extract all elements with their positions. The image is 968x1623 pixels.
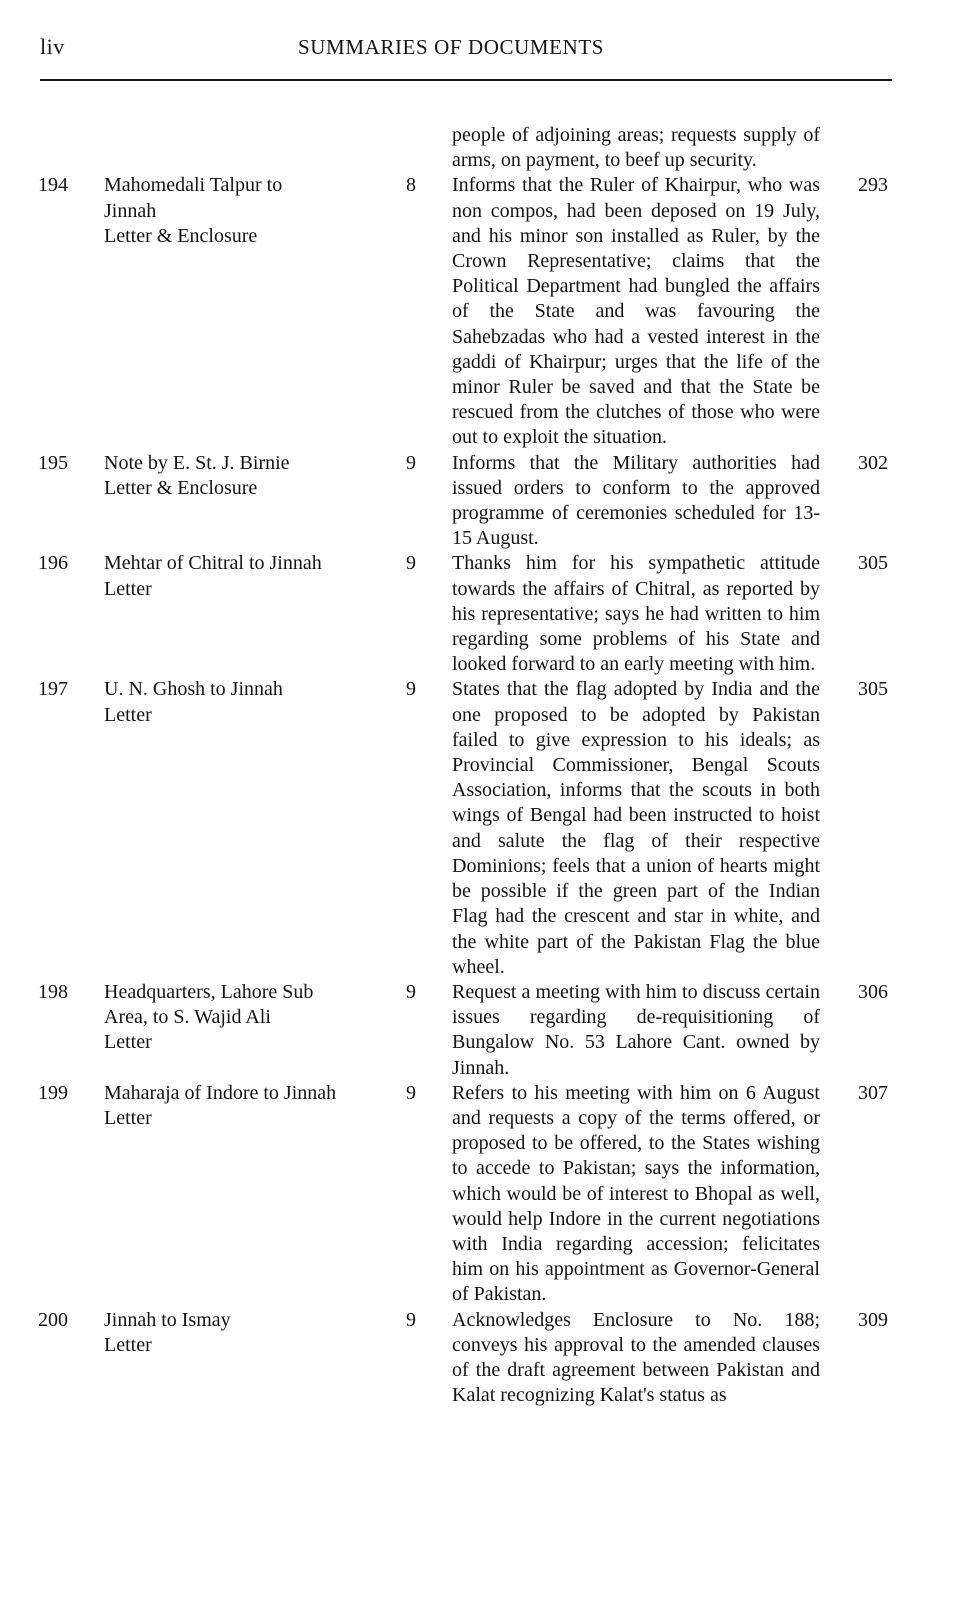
entry-number: 194 — [38, 174, 68, 197]
entry-date: 9 — [406, 1081, 416, 1104]
entry-page: 293 — [858, 174, 888, 197]
entry-title-line: Jinnah — [104, 199, 157, 222]
entry-row — [0, 677, 968, 979]
entry-summary: people of adjoining areas; requests supply of arms, on payment, to beef up security. — [452, 124, 820, 172]
entry-page: 302 — [858, 451, 888, 474]
summaries-list — [0, 123, 968, 1408]
entry-title-line: Mehtar of Chitral to Jinnah — [104, 552, 322, 575]
entry-date: 9 — [406, 1308, 416, 1331]
entry-number: 198 — [38, 980, 68, 1003]
entry-number: 196 — [38, 552, 68, 575]
continued-entry — [0, 123, 968, 173]
entry-row — [0, 980, 968, 1081]
entry-title-line: Headquarters, Lahore Sub — [104, 980, 314, 1003]
entry-title-line: Letter & Enclosure — [104, 476, 258, 499]
entry-title — [104, 980, 384, 1056]
entry-summary: Request a meeting with him to discuss certain issues regarding de-requisitioning of Bungalow No. 53 Lahore Cant. owned by Jinnah. — [452, 980, 820, 1079]
entry-title-line: Mahomedali Talpur to — [104, 174, 283, 197]
entry-summary: Refers to his meeting with him on 6 August and requests a copy of the terms offered, or proposed to be offered, to the States wishing to accede to Pakistan; says the information, which would be of interest to Bhopal as well, would help Indore in the current negotiations with India regarding accession; felicitates him on his appointment as Governor-General of Pakistan. — [452, 1081, 820, 1306]
entry-title — [104, 451, 384, 501]
entry-row — [0, 551, 968, 677]
entry-date: 8 — [406, 174, 416, 197]
entry-title-line: Maharaja of Indore to Jinnah — [104, 1081, 337, 1104]
entry-date: 9 — [406, 980, 416, 1003]
entry-title-line: Note by E. St. J. Birnie — [104, 451, 290, 474]
entry-page: 305 — [858, 678, 888, 701]
page-header — [40, 34, 890, 64]
running-title: SUMMARIES OF DOCUMENTS — [298, 35, 605, 59]
entry-title-line: U. N. Ghosh to Jinnah — [104, 678, 283, 701]
entry-summary: Informs that the Ruler of Khairpur, who was non compos, had been deposed on 19 July, and his minor son installed as Ruler, by the Crown Representative; claims that the Political Department had bungled the affairs of the State and was favouring the Sahebzadas who had a vested interest in the gaddi of Khairpur; urges that the life of the minor Ruler be saved and that the State be rescued from the clutches of those who were out to exploit the situation. — [452, 174, 820, 449]
entry-page: 306 — [858, 980, 888, 1003]
page-number: liv — [40, 34, 65, 59]
entry-title-line: Letter — [104, 577, 152, 600]
entry-page: 307 — [858, 1081, 888, 1104]
entry-date: 9 — [406, 678, 416, 701]
entry-row — [0, 173, 968, 450]
entry-title — [104, 677, 384, 727]
entry-number: 197 — [38, 678, 68, 701]
entry-title — [104, 1308, 384, 1358]
entry-title — [104, 551, 384, 601]
entry-number: 195 — [38, 451, 68, 474]
entry-summary: Thanks him for his sympathetic attitude towards the affairs of Chitral, as reported by his representative; says he had written to him regarding some problems of his State and looked forward to an early meeting with him. — [452, 552, 820, 676]
entry-number: 200 — [38, 1308, 68, 1331]
entry-rows — [0, 173, 968, 1408]
entry-title — [104, 173, 384, 249]
entry-title-line: Letter — [104, 703, 152, 726]
entry-date: 9 — [406, 552, 416, 575]
entry-title-line: Area, to S. Wajid Ali — [104, 1006, 271, 1029]
entry-page: 309 — [858, 1308, 888, 1331]
entry-title — [104, 1081, 384, 1131]
entry-row — [0, 451, 968, 552]
entry-title-line: Letter — [104, 1333, 152, 1356]
entry-title-line: Letter & Enclosure — [104, 224, 258, 247]
entry-row — [0, 1081, 968, 1308]
entry-summary: States that the flag adopted by India and the one proposed to be adopted by Pakistan failed to give expression to his ideals; as Provincial Commissioner, Bengal Scouts Association, informs that the scouts in both wings of Bengal had been instructed to hoist and salute the flag of their respective Dominions; feels that a union of hearts might be possible if the green part of the Indian Flag had the crescent and star in white, and the white part of the Pakistan Flag the blue wheel. — [452, 678, 820, 978]
entry-title-line: Jinnah to Ismay — [104, 1308, 231, 1331]
entry-summary: Informs that the Military authorities had issued orders to conform to the approved programme of ceremonies scheduled for 13-15 August. — [452, 451, 820, 550]
entry-title-line: Letter — [104, 1031, 152, 1054]
entry-row — [0, 1308, 968, 1409]
header-rule — [40, 79, 892, 81]
entry-number: 199 — [38, 1081, 68, 1104]
entry-title-line: Letter — [104, 1106, 152, 1129]
entry-summary: Acknowledges Enclosure to No. 188; conveys his approval to the amended clauses of the draft agreement between Pakistan and Kalat recognizing Kalat's status as — [452, 1308, 820, 1407]
entry-date: 9 — [406, 451, 416, 474]
entry-page: 305 — [858, 552, 888, 575]
